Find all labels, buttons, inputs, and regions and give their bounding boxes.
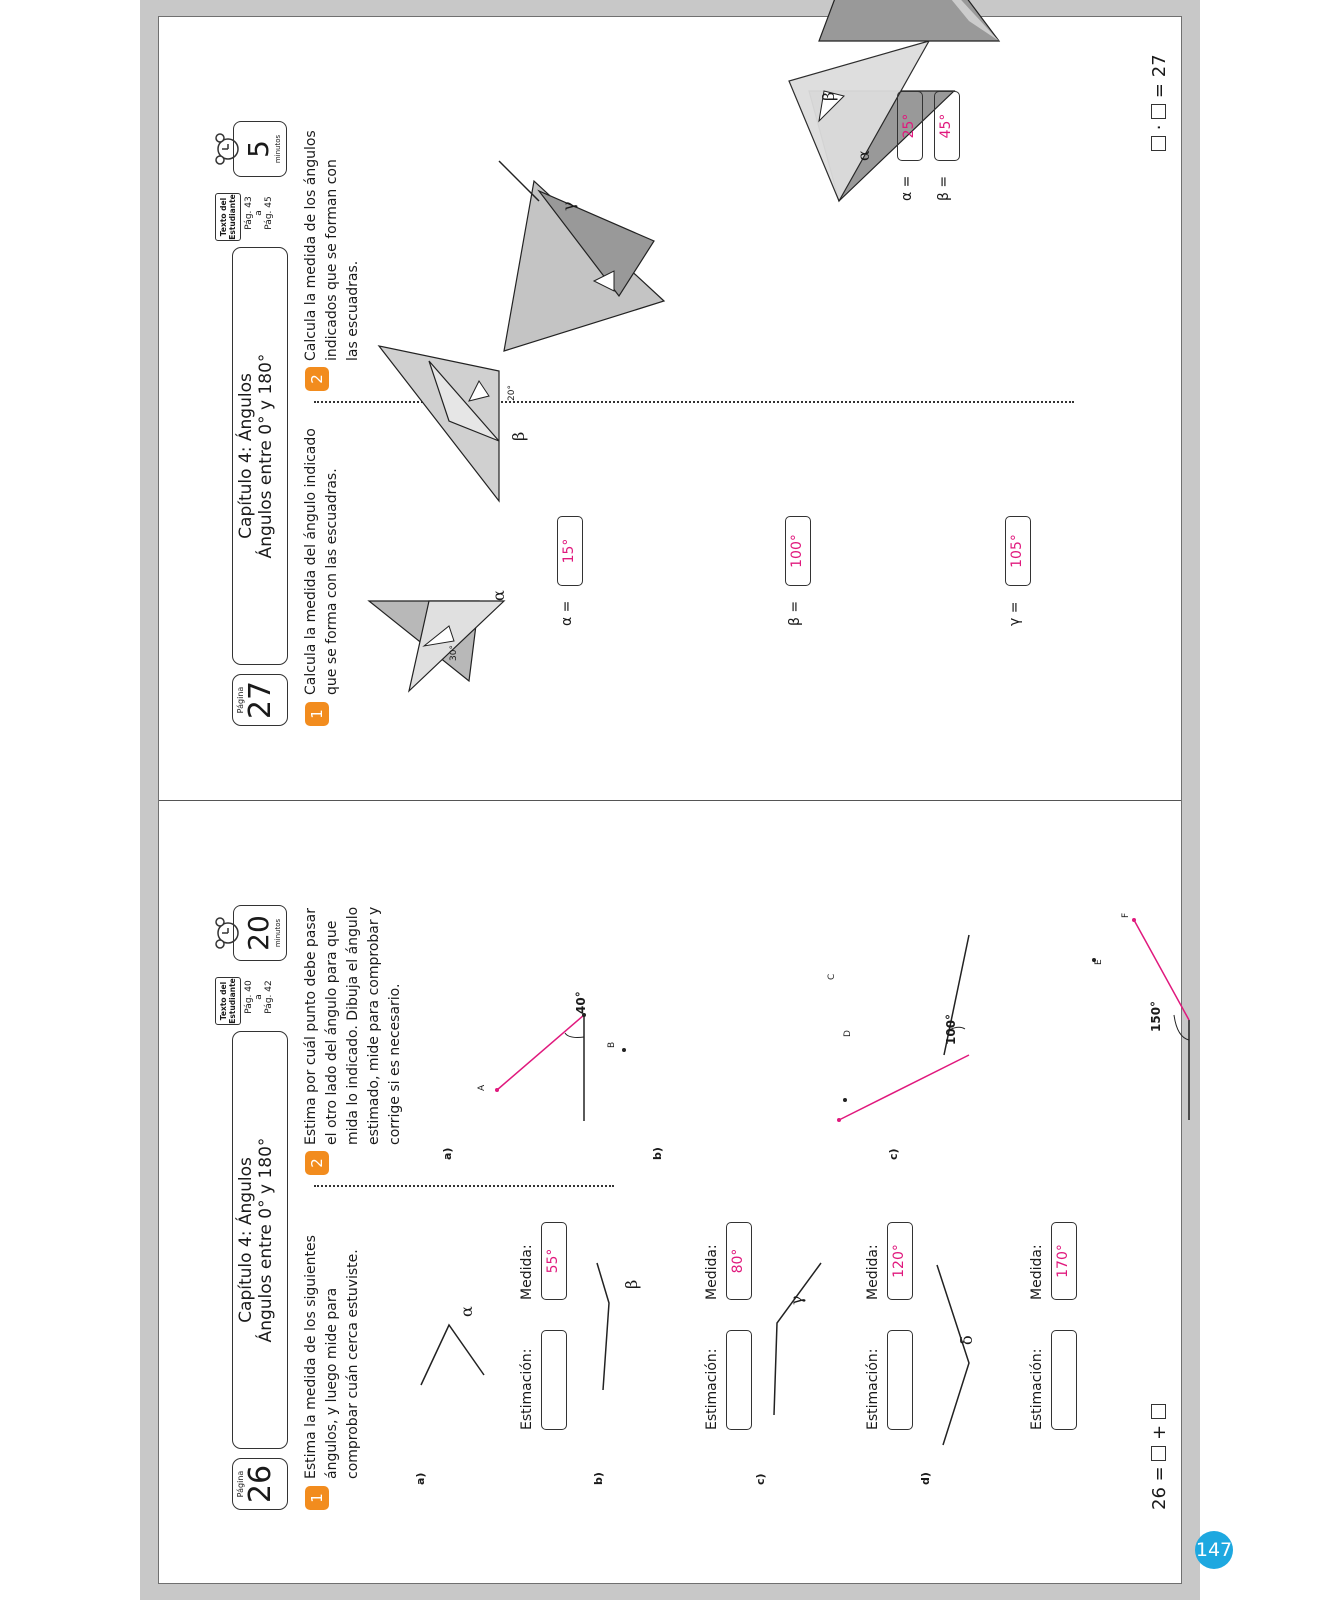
chapter-title: Capítulo 4: Ángulos (236, 373, 256, 539)
angle-symbol-beta: β (622, 1279, 641, 1289)
page-27 (159, 17, 1183, 801)
angle-symbol-alpha: α (489, 590, 508, 601)
point-label: B (607, 1041, 617, 1048)
question-1-number: 1 (305, 702, 329, 726)
instruction-line: ángulos, y luego mide para (324, 1287, 340, 1479)
point-label: F (1121, 912, 1131, 918)
equation-label: α = (559, 600, 575, 626)
equation-label: β = (936, 175, 952, 201)
equation-label: α = (899, 175, 915, 201)
page-label: Página (236, 1470, 245, 1498)
pages-to: Pág. 45 (264, 196, 274, 230)
estimation-label: Estimación: (865, 1348, 881, 1430)
page-label: Página (236, 686, 245, 714)
item-letter-b: b) (592, 1472, 605, 1485)
angle-symbol-alpha: α (854, 150, 873, 161)
angle-symbol-alpha: α (457, 1306, 476, 1317)
item-letter-b: b) (651, 1147, 664, 1160)
footer-equation (1149, 1404, 1170, 1510)
angle-symbol-beta: β (509, 431, 528, 441)
instruction-line: comprobar cuán cerca estuviste. (345, 1249, 361, 1479)
timer-unit: minutos (274, 918, 282, 948)
angle-symbol-gamma: γ (787, 1295, 806, 1305)
book-icon: Texto del Estudiante (215, 193, 241, 241)
measure-answer[interactable]: 170° (1051, 1222, 1077, 1300)
item-letter-d: d) (919, 1472, 932, 1485)
footer-plus: + (1149, 1424, 1170, 1440)
measure-answer[interactable]: 55° (541, 1222, 567, 1300)
equation-label: γ = (1007, 601, 1023, 626)
instruction-line: el otro lado del ángulo para que (324, 920, 340, 1145)
instruction-line: las escuadras. (345, 260, 361, 361)
measure-label: Medida: (1029, 1244, 1045, 1300)
question-2-number: 2 (305, 1151, 329, 1175)
book-icon: Texto del Estudiante (215, 977, 241, 1025)
empty-square (1151, 136, 1166, 151)
chapter-subtitle: Ángulos entre 0° y 180° (256, 353, 276, 559)
estimation-label: Estimación: (1029, 1348, 1045, 1430)
empty-square (1151, 104, 1166, 119)
instruction-line: que se forma con las escuadras. (324, 468, 340, 695)
given-angle-label: 30° (449, 645, 459, 661)
instruction-line: Calcula la medida del ángulo indicado (303, 428, 319, 695)
pages-a: a (254, 994, 264, 1000)
angle-value-label: 100° (944, 1013, 958, 1045)
instruction-line: estimado, mide para comprobar y (366, 906, 382, 1145)
measure-answer[interactable]: 120° (887, 1222, 913, 1300)
timer-minutes: 5 (242, 140, 275, 158)
measure-label: Medida: (704, 1244, 720, 1300)
instruction-line: mida lo indicado. Dibuja el ángulo (345, 906, 361, 1145)
question-2-instruction (301, 51, 364, 361)
worksheet-spread (158, 16, 1182, 1584)
instruction-line: Calcula la medida de los ángulos (303, 130, 319, 361)
timer-minutes: 20 (242, 915, 275, 951)
answer-box[interactable]: 25° (897, 91, 923, 161)
question-2-number: 2 (305, 367, 329, 391)
footer-suffix: = 27 (1149, 54, 1170, 99)
question-1-number: 1 (305, 1486, 329, 1510)
page-26 (159, 801, 1183, 1585)
angle-value-label: 40° (574, 991, 588, 1014)
pages-a: a (254, 210, 264, 216)
page-number: 26 (243, 1464, 278, 1504)
instruction-line: Estima por cuál punto debe pasar (303, 907, 319, 1145)
footer-prefix: 26 = (1149, 1466, 1170, 1510)
answer-box[interactable]: 105° (1005, 516, 1031, 586)
given-angle-label: 20° (507, 385, 517, 401)
instruction-line: Estima la medida de los siguientes (303, 1235, 319, 1479)
item-letter-c: c) (887, 1148, 900, 1160)
answer-box[interactable]: 45° (934, 91, 960, 161)
pages-from: Pág. 43 (244, 196, 254, 230)
measure-answer[interactable]: 80° (726, 1222, 752, 1300)
angle-symbol-delta: δ (957, 1335, 976, 1345)
estimation-label: Estimación: (704, 1348, 720, 1430)
book-page-number: 147 (1195, 1531, 1233, 1569)
page-number: 27 (243, 680, 278, 720)
angle-symbol-beta: β (819, 91, 838, 101)
rotated-content (159, 17, 1183, 1585)
instruction-line: indicados que se forman con (324, 159, 340, 361)
point-label: A (477, 1084, 487, 1091)
point-label: C (827, 973, 837, 980)
measure-label: Medida: (865, 1244, 881, 1300)
estimation-label: Estimación: (519, 1348, 535, 1430)
item-letter-c: c) (754, 1473, 767, 1485)
answer-box[interactable]: 15° (557, 516, 583, 586)
point-label: E (1094, 959, 1104, 965)
q2-angle-drawings (159, 801, 1183, 1585)
item-letter-a: a) (414, 1472, 427, 1485)
item-letter-a: a) (441, 1147, 454, 1160)
empty-square (1151, 1446, 1166, 1461)
pages-from: Pág. 40 (244, 980, 254, 1014)
timer-unit: minutos (274, 134, 282, 164)
footer-equation (1149, 54, 1170, 151)
empty-square (1151, 1404, 1166, 1419)
point-label: D (843, 1030, 853, 1037)
footer-dot: · (1149, 124, 1170, 131)
instruction-line: corrige si es necesario. (387, 983, 403, 1145)
pages-to: Pág. 42 (264, 980, 274, 1014)
equation-label: β = (787, 600, 803, 626)
chapter-title: Capítulo 4: Ángulos (236, 1157, 256, 1323)
angle-value-label: 150° (1149, 1000, 1163, 1032)
angle-symbol-gamma: γ (559, 201, 578, 211)
answer-box[interactable]: 100° (785, 516, 811, 586)
measure-label: Medida: (519, 1244, 535, 1300)
chapter-subtitle: Ángulos entre 0° y 180° (256, 1137, 276, 1343)
